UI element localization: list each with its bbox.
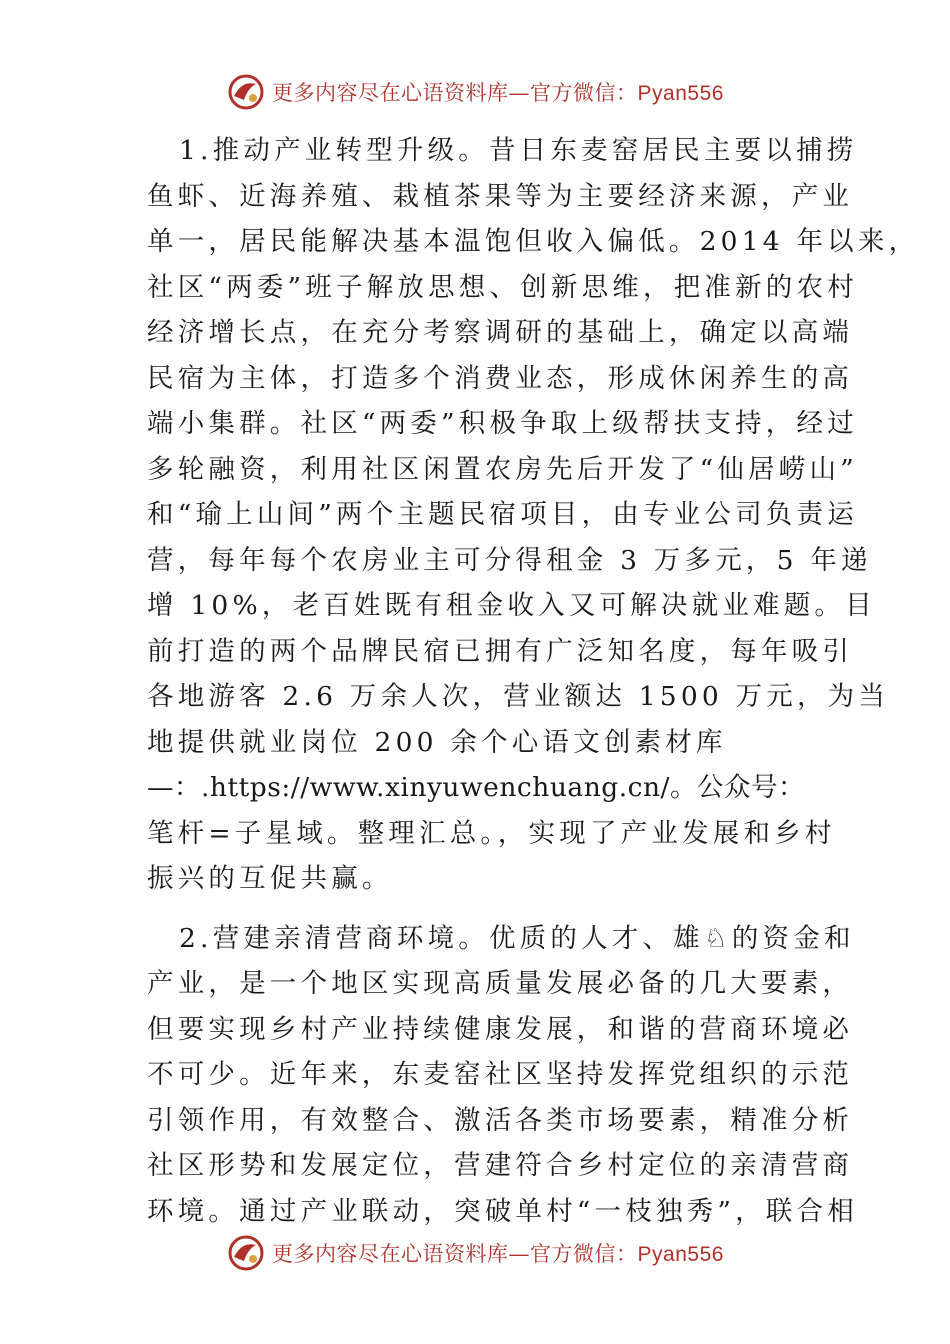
text-line: 营，每年每个农房业主可分得租金 3 万多元，5 年递 — [147, 544, 872, 576]
text-line: 1.推动产业转型升级。昔日东麦窑居民主要以捕捞 — [179, 135, 858, 166]
text-line: 多轮融资，利用社区闲置农房先后开发了“仙居崂山” — [147, 453, 858, 485]
header-banner-text: 更多内容尽在心语资料库—官方微信：Pyan556 — [272, 81, 724, 105]
text-line: 和“瑜上山间”两个主题民宿项目，由专业公司负责运 — [147, 499, 858, 530]
text-line: 前打造的两个品牌民宿已拥有广泛知名度，每年吸引 — [147, 635, 854, 667]
text-line: 社区“两委”班子解放思想、创新思维，把准新的农村 — [147, 271, 858, 303]
text-line: 但要实现乡村产业持续健康发展，和谐的营商环境必 — [147, 1013, 854, 1045]
text-line: 鱼虾、近海养殖、栽植茶果等为主要经济来源，产业 — [147, 180, 854, 212]
text-line: 地提供就业岗位 200 余个心语文创素材库 — [147, 726, 727, 758]
paragraph-2 — [147, 916, 858, 1235]
text-line: 增 10%，老百姓既有租金收入又可解决就业难题。目 — [147, 590, 876, 621]
wechat-id: Pyan556 — [637, 1243, 724, 1266]
paragraph-gap — [147, 902, 807, 916]
text-line: 引领作用，有效整合、激活各类市场要素，精准分析 — [147, 1104, 854, 1136]
text-line: 各地游客 2.6 万余人次，营业额达 1500 万元，为当 — [147, 681, 890, 712]
text-line: 2.营建亲清营商环境。优质的人才、雄♘的资金和 — [179, 922, 855, 954]
text-line-url: —：.https://www.xinyuwenchuang.cn/。公众号： — [147, 772, 805, 803]
wechat-id: Pyan556 — [637, 82, 724, 105]
text-line: 产业，是一个地区实现高质量发展必备的几大要素， — [147, 968, 854, 999]
footer-banner — [0, 1231, 950, 1275]
document-body — [147, 128, 920, 1234]
text-line: 端小集群。社区“两委”积极争取上级帮扶支持，经过 — [147, 408, 858, 439]
text-line: 不可少。近年来，东麦窑社区坚持发挥党组织的示范 — [147, 1059, 854, 1090]
text-line: 环境。通过产业联动，突破单村“一枝独秀”，联合相 — [147, 1195, 858, 1227]
brand-logo-icon — [226, 1233, 266, 1273]
text-line: 单一，居民能解决基本温饱但收入偏低。2014 年以来， — [147, 226, 920, 257]
text-line: 社区形势和发展定位，营建符合乡村定位的亲清营商 — [147, 1150, 854, 1181]
header-banner — [0, 70, 950, 114]
text-line: 振兴的互促共赢。 — [147, 863, 393, 894]
paragraph-1 — [147, 128, 920, 902]
footer-banner-text: 更多内容尽在心语资料库—官方微信：Pyan556 — [272, 1242, 724, 1266]
text-line: 民宿为主体，打造多个消费业态，形成休闲养生的高 — [147, 362, 854, 394]
text-line: 经济增长点，在充分考察调研的基础上，确定以高端 — [147, 317, 854, 348]
brand-logo-icon — [226, 72, 266, 112]
text-line: 笔杆=子星域。整理汇总。，实现了产业发展和乡村 — [147, 817, 836, 849]
